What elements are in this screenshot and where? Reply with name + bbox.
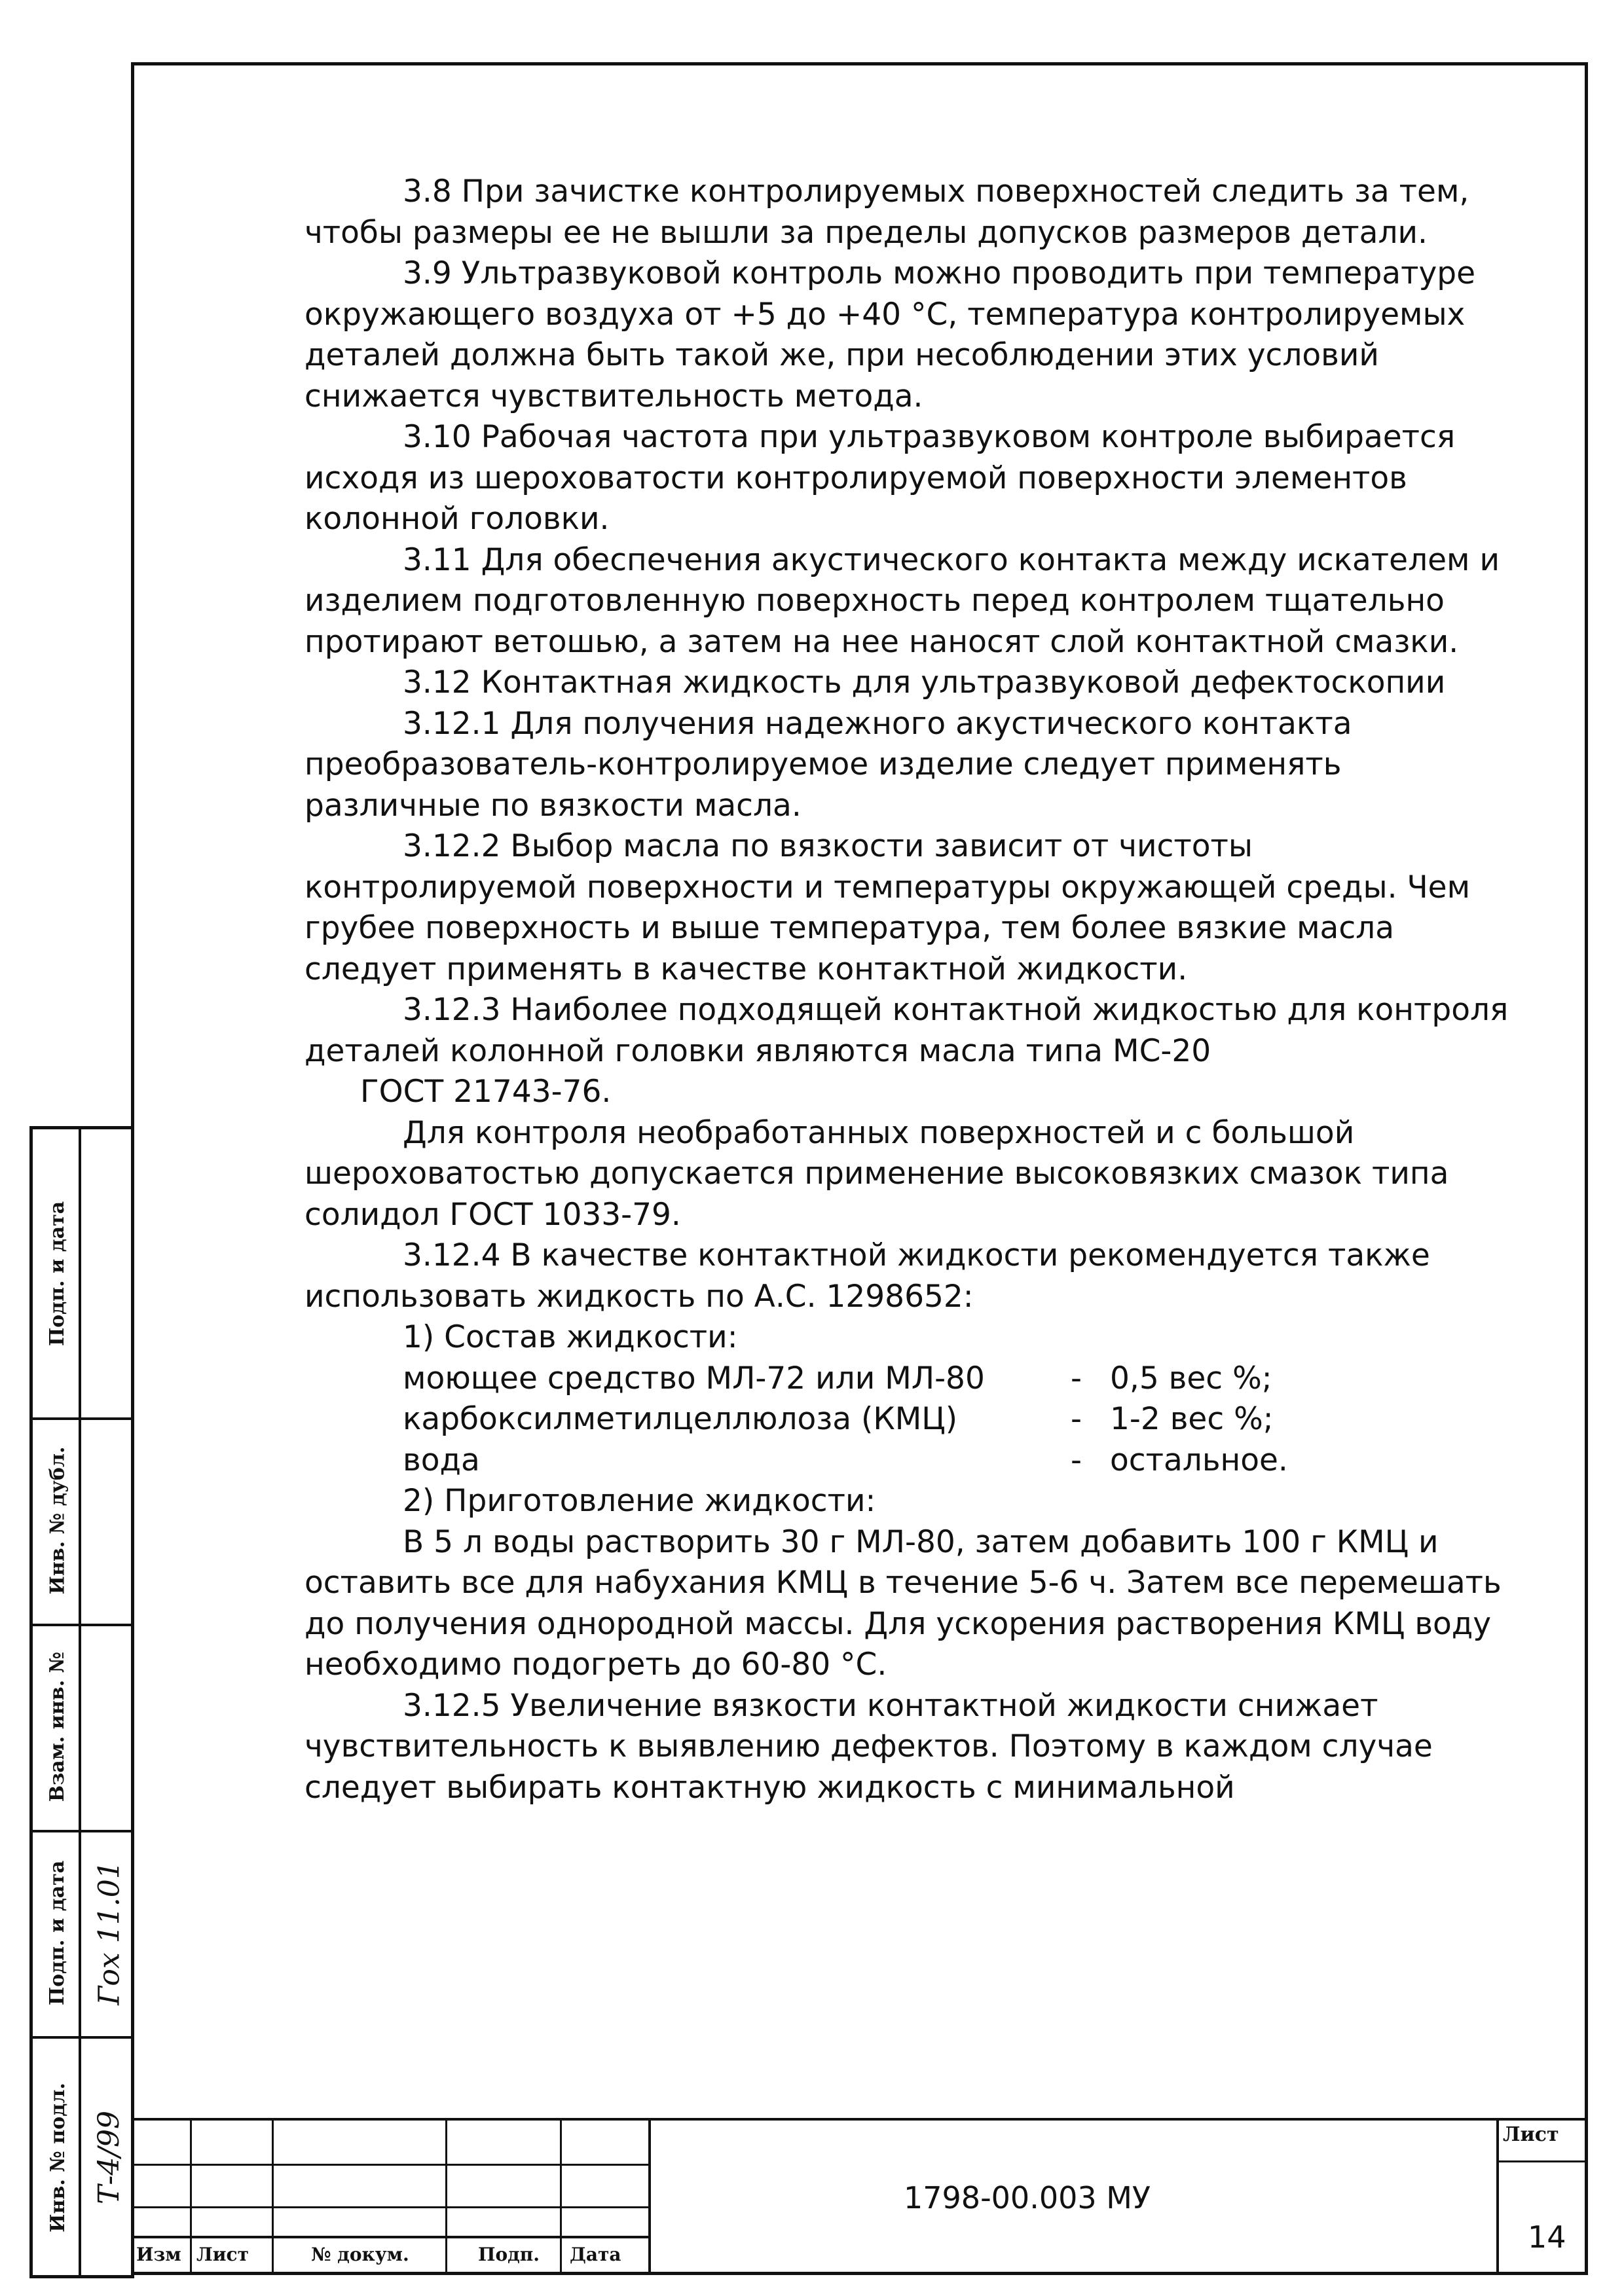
- paragraph: Для контроля необработанных поверхностей и с большой шероховатостью допускается применение высоковязких смазок типа солидол ГОСТ 1033-79.: [304, 1114, 1449, 1233]
- mixture-component: карбоксилметилцеллюлоза (КМЦ): [403, 1401, 958, 1437]
- mixture-row: [304, 1440, 1516, 1482]
- paragraph: 3.12.5 Увеличение вязкости контактной жидкости снижает чувствительность к выявлению дефектов. Поэтому в каждом случае следует выбирать контактную жидкость с минимальной: [304, 1687, 1433, 1806]
- mixture-component: моющее средство МЛ-72 или МЛ-80: [403, 1360, 985, 1396]
- tb-row-line: [131, 2164, 648, 2166]
- tb-sheet-line: [1496, 2160, 1588, 2162]
- stamp-label-sign-date-2: Подп. и дата: [46, 1860, 69, 2006]
- tb-caption-date: Дата: [570, 2244, 621, 2265]
- paragraph: 3.12.4 В качестве контактной жидкости рекомендуется также использовать жидкость по А.С. 1298652:: [304, 1237, 1430, 1315]
- sheet-number: 14: [1528, 2219, 1566, 2255]
- tb-col-line: [445, 2118, 447, 2275]
- mixture-amount: 0,5 вес %;: [1110, 1360, 1272, 1396]
- tb-caption-sheet: Лист: [196, 2244, 249, 2265]
- mixture-component: вода: [403, 1442, 480, 1478]
- sheet-label: Лист: [1503, 2123, 1559, 2146]
- tb-col-line: [272, 2118, 274, 2275]
- paragraph: 1) Состав жидкости:: [403, 1319, 738, 1355]
- tb-col-line: [190, 2118, 192, 2275]
- paragraph: В 5 л воды растворить 30 г МЛ-80, затем добавить 100 г КМЦ и оставить все для набухания КМЦ в течение 5-6 ч. Затем все перемешать до получения однородной массы. Для ускорения растворения КМЦ воду необходимо подогреть до 60-80 °С.: [304, 1523, 1502, 1683]
- tb-top-line: [131, 2118, 1588, 2121]
- mixture-row: [304, 1399, 1516, 1440]
- mixture-row: [304, 1358, 1516, 1400]
- paragraph: 3.11 Для обеспечения акустического контакта между искателем и изделием подготовленную поверхность перед контролем тщательно протирают ветошью, а затем на нее наносят слой контактной смазки.: [304, 541, 1500, 660]
- mixture-amount: остальное.: [1110, 1442, 1288, 1478]
- tb-caption-change: Изм: [136, 2244, 181, 2265]
- title-block: [131, 2118, 1588, 2275]
- tb-caption-line: [131, 2236, 648, 2238]
- paragraph: ГОСТ 21743-76.: [360, 1074, 612, 1110]
- stamp-label-replace-inv: Взам. инв. №: [46, 1651, 69, 1802]
- paragraph: 3.9 Ультразвуковой контроль можно проводить при температуре окружающего воздуха от +5 до +40 °С, температура контролируемых деталей должна быть такой же, при несоблюдении этих условий снижается чувствительность метода.: [304, 255, 1476, 414]
- tb-row-line: [131, 2206, 648, 2208]
- paragraph: 2) Приготовление жидкости:: [403, 1483, 876, 1519]
- stamp-label-original-inv: Инв. № подл.: [46, 2082, 69, 2232]
- mixture-dash: -: [1071, 1360, 1082, 1396]
- mixture-amount: 1-2 вес %;: [1110, 1401, 1274, 1437]
- document-body: [304, 172, 1516, 1808]
- tb-caption-sign: Подп.: [478, 2244, 540, 2265]
- tb-col-line: [648, 2118, 651, 2275]
- paragraph: 3.12 Контактная жидкость для ультразвуковой дефектоскопии: [403, 665, 1446, 701]
- handwritten-signature-date: Гох 11.01: [92, 1861, 126, 2005]
- paragraph: 3.12.3 Наиболее подходящей контактной жидкостью для контроля деталей колонной головки являются масла типа МС-20: [304, 992, 1509, 1069]
- document-code: 1798-00.003 МУ: [904, 2180, 1151, 2215]
- paragraph: 3.12.1 Для получения надежного акустического контакта преобразователь-контролируемое изделие следует применять различные по вязкости масла.: [304, 705, 1352, 824]
- tb-caption-doc-no: № докум.: [311, 2244, 409, 2265]
- tb-col-line: [560, 2118, 562, 2275]
- mixture-dash: -: [1071, 1442, 1082, 1478]
- paragraph: 3.10 Рабочая частота при ультразвуковом контроле выбирается исходя из шероховатости контролируемой поверхности элементов колонной головки.: [304, 419, 1456, 537]
- stamp-label-sign-date-1: Подп. и дата: [46, 1201, 69, 1346]
- stamp-label-dup-inv: Инв. № дубл.: [46, 1446, 69, 1595]
- left-stamp-strip: [29, 1126, 134, 2278]
- handwritten-inventory-number: Т-4/99: [92, 2110, 126, 2204]
- tb-col-line: [1496, 2118, 1499, 2275]
- mixture-dash: -: [1071, 1401, 1082, 1437]
- paragraph: 3.12.2 Выбор масла по вязкости зависит от чистоты контролируемой поверхности и температуры окружающей среды. Чем грубее поверхность и выше температура, тем более вязкие масла следует применять в качестве контактной жидкости.: [304, 828, 1471, 987]
- paragraph: 3.8 При зачистке контролируемых поверхностей следить за тем, чтобы размеры ее не вышли за пределы допусков размеров детали.: [304, 173, 1469, 251]
